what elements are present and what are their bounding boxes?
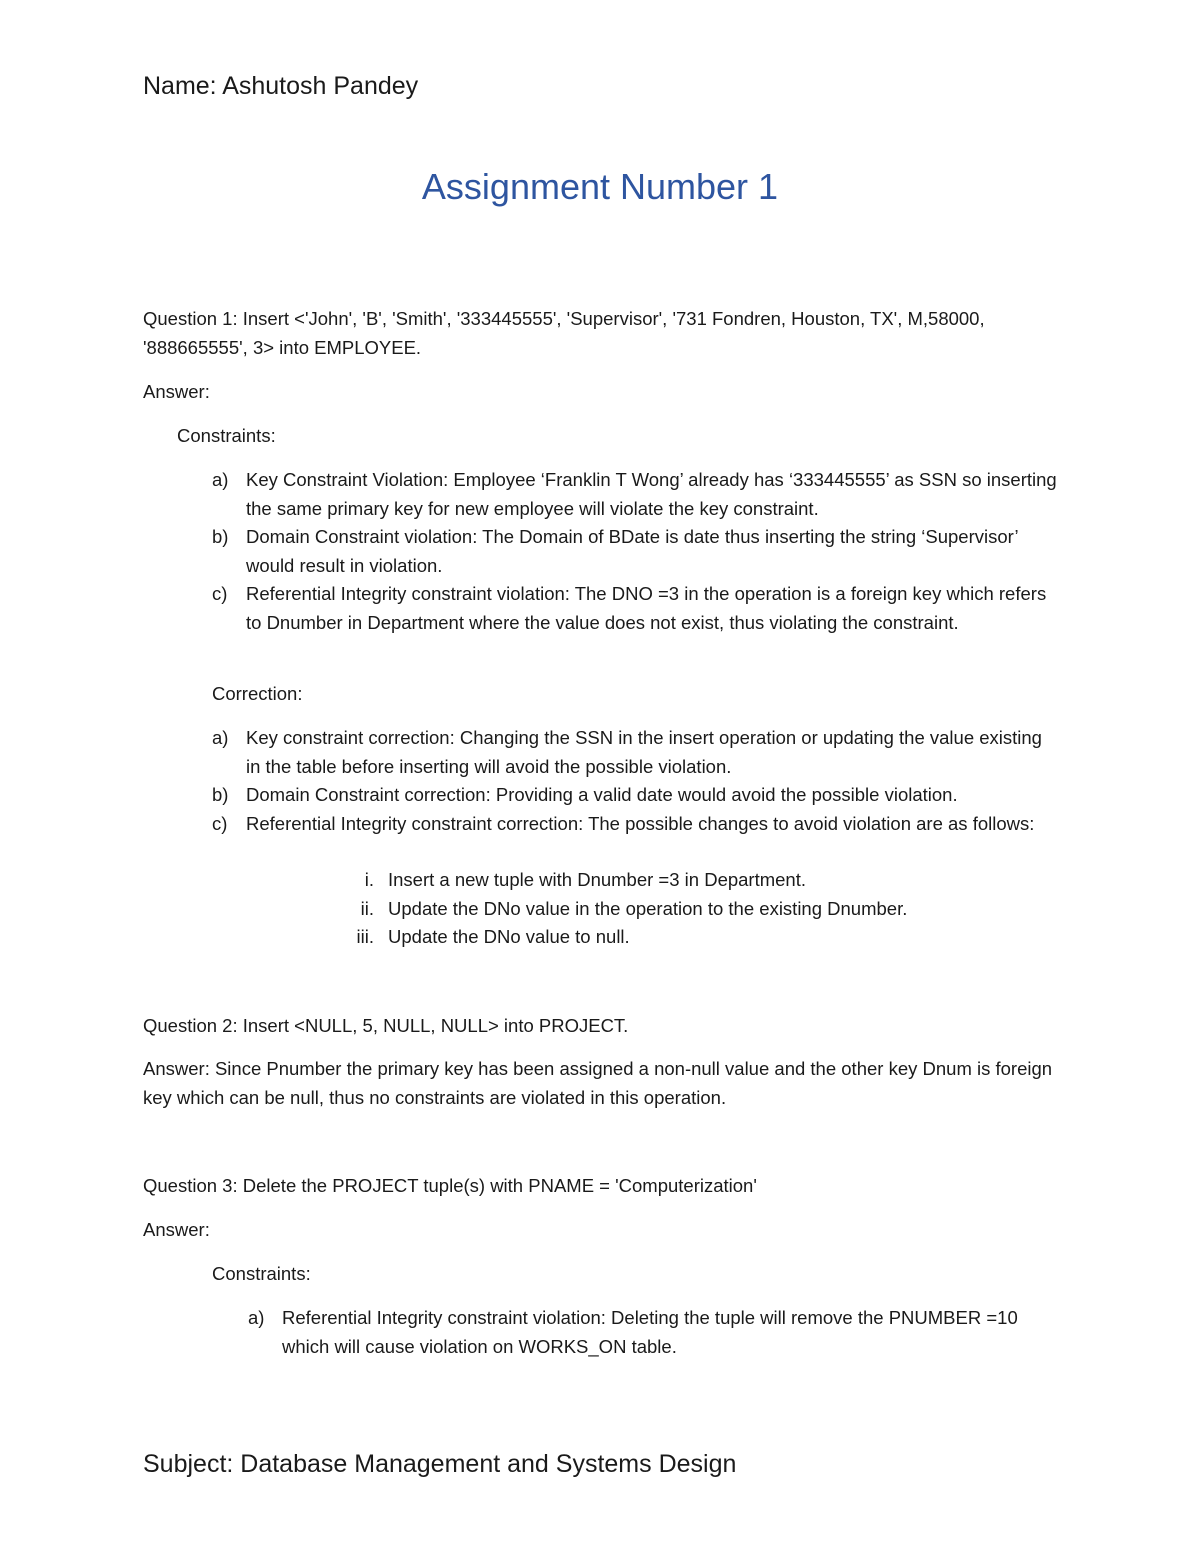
q1-constraints-label: Constraints: — [177, 425, 276, 446]
list-marker: c) — [212, 812, 228, 834]
list-item-text: Key Constraint Violation: Employee ‘Franklin T Wong’ already has ‘333445555’ as SSN so inserting the same primary key for new employee will violate the key constraint. — [246, 469, 1057, 519]
q2-question: Question 2: Insert <NULL, 5, NULL, NULL> into PROJECT. — [143, 1015, 629, 1036]
list-item-text: Referential Integrity constraint correction: The possible changes to avoid violation are as follows: — [246, 812, 1035, 834]
q2-answer: Answer: Since Pnumber the primary key has been assigned a non-null value and the other key Dnum is foreign key which can be null, thus no constraints are violated in this operation. — [143, 1058, 1053, 1108]
q3-constraints-list — [248, 1304, 1052, 1361]
list-marker: a) — [212, 469, 229, 490]
list-item-text: Referential Integrity constraint violation: The DNO =3 in the operation is a foreign key which refers to Dnumber in Department where the value does not exist, thus violating the constraint. — [246, 583, 1047, 633]
q1-constraints-list — [212, 466, 1061, 637]
q1-corrections-list — [212, 724, 1046, 838]
list-item-text: Domain Constraint violation: The Domain of BDate is date thus inserting the string ‘Supervisor’ would result in violation. — [246, 526, 1018, 576]
list-marker: i. — [364, 869, 374, 890]
list-item — [212, 781, 1046, 810]
list-item — [212, 810, 1046, 839]
q3-answer-label: Answer: — [143, 1219, 210, 1240]
list-marker: iii. — [356, 926, 374, 947]
q1-question — [143, 305, 1083, 362]
q1-sub-items-list — [356, 866, 1038, 952]
list-item — [360, 895, 1038, 924]
list-item-text: Update the DNo value in the operation to the existing Dnumber. — [388, 897, 908, 919]
q1-correction-label: Correction: — [212, 683, 303, 704]
list-item — [212, 523, 1061, 580]
list-item-text: Domain Constraint correction: Providing a valid date would avoid the possible violation. — [246, 784, 958, 805]
list-item-text: Referential Integrity constraint violation: Deleting the tuple will remove the PNUMBER =10 which will cause violation on WORKS_ON table. — [282, 1307, 1018, 1357]
list-item-text: Update the DNo value to null. — [388, 926, 630, 947]
list-item-text: Key constraint correction: Changing the SSN in the insert operation or updating the value existing in the table before inserting will avoid the possible violation. — [246, 727, 1042, 777]
list-marker: b) — [212, 784, 229, 805]
list-item — [212, 724, 1046, 781]
q3-constraints-label: Constraints: — [212, 1263, 311, 1284]
page-title: Assignment Number 1 — [421, 166, 779, 207]
list-item — [364, 866, 1038, 895]
q1-question-line2: '888665555', 3> into EMPLOYEE. — [143, 336, 422, 358]
subject-footer: Subject: Database Management and Systems Design — [143, 1450, 737, 1478]
list-marker: b) — [212, 526, 229, 547]
q1-answer-label: Answer: — [143, 381, 210, 402]
list-item-text: Insert a new tuple with Dnumber =3 in Department. — [388, 869, 807, 890]
list-item — [212, 466, 1061, 523]
q1-question-line1: Question 1: Insert <'John', 'B', 'Smith', '333445555', 'Supervisor', '731 Fondren, Houston, TX', M,58000, — [143, 308, 985, 329]
list-marker: ii. — [360, 897, 374, 919]
q3-question: Question 3: Delete the PROJECT tuple(s) with PNAME = 'Computerization' — [143, 1175, 757, 1196]
student-name: Name: Ashutosh Pandey — [143, 72, 419, 100]
list-marker: a) — [212, 727, 229, 748]
list-item — [356, 923, 1038, 952]
list-marker: a) — [248, 1307, 265, 1328]
list-item — [212, 580, 1061, 637]
list-item — [248, 1304, 1052, 1361]
list-marker: c) — [212, 583, 228, 604]
